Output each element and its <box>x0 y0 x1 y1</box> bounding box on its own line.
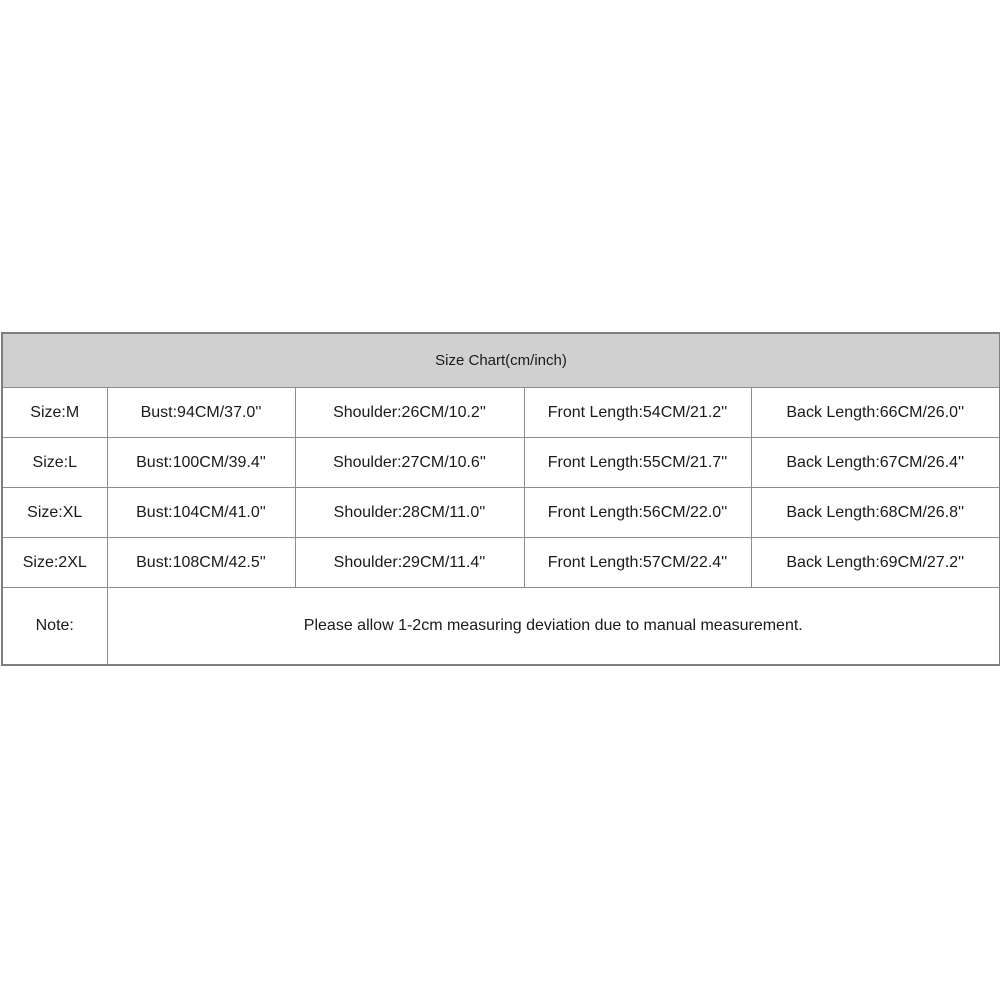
back-length-cell: Back Length:69CM/27.2'' <box>751 538 1000 588</box>
front-length-cell: Front Length:54CM/21.2'' <box>524 388 751 438</box>
size-cell: Size:L <box>2 438 107 488</box>
back-length-cell: Back Length:67CM/26.4'' <box>751 438 1000 488</box>
shoulder-cell: Shoulder:26CM/10.2'' <box>295 388 524 438</box>
bust-cell: Bust:104CM/41.0'' <box>107 488 295 538</box>
bust-cell: Bust:108CM/42.5'' <box>107 538 295 588</box>
note-row <box>2 588 1000 666</box>
bust-cell: Bust:94CM/37.0'' <box>107 388 295 438</box>
size-chart-table <box>1 332 1000 666</box>
size-cell: Size:XL <box>2 488 107 538</box>
bust-cell: Bust:100CM/39.4'' <box>107 438 295 488</box>
table-row <box>2 538 1000 588</box>
size-chart-title-row <box>2 333 1000 388</box>
size-cell: Size:2XL <box>2 538 107 588</box>
note-label: Note: <box>2 588 107 666</box>
table-row <box>2 438 1000 488</box>
back-length-cell: Back Length:68CM/26.8'' <box>751 488 1000 538</box>
front-length-cell: Front Length:56CM/22.0'' <box>524 488 751 538</box>
shoulder-cell: Shoulder:27CM/10.6'' <box>295 438 524 488</box>
shoulder-cell: Shoulder:28CM/11.0'' <box>295 488 524 538</box>
note-text: Please allow 1-2cm measuring deviation due to manual measurement. <box>107 588 1000 666</box>
front-length-cell: Front Length:57CM/22.4'' <box>524 538 751 588</box>
back-length-cell: Back Length:66CM/26.0'' <box>751 388 1000 438</box>
table-row <box>2 488 1000 538</box>
shoulder-cell: Shoulder:29CM/11.4'' <box>295 538 524 588</box>
size-chart-title: Size Chart(cm/inch) <box>2 333 1000 388</box>
front-length-cell: Front Length:55CM/21.7'' <box>524 438 751 488</box>
size-cell: Size:M <box>2 388 107 438</box>
table-row <box>2 388 1000 438</box>
